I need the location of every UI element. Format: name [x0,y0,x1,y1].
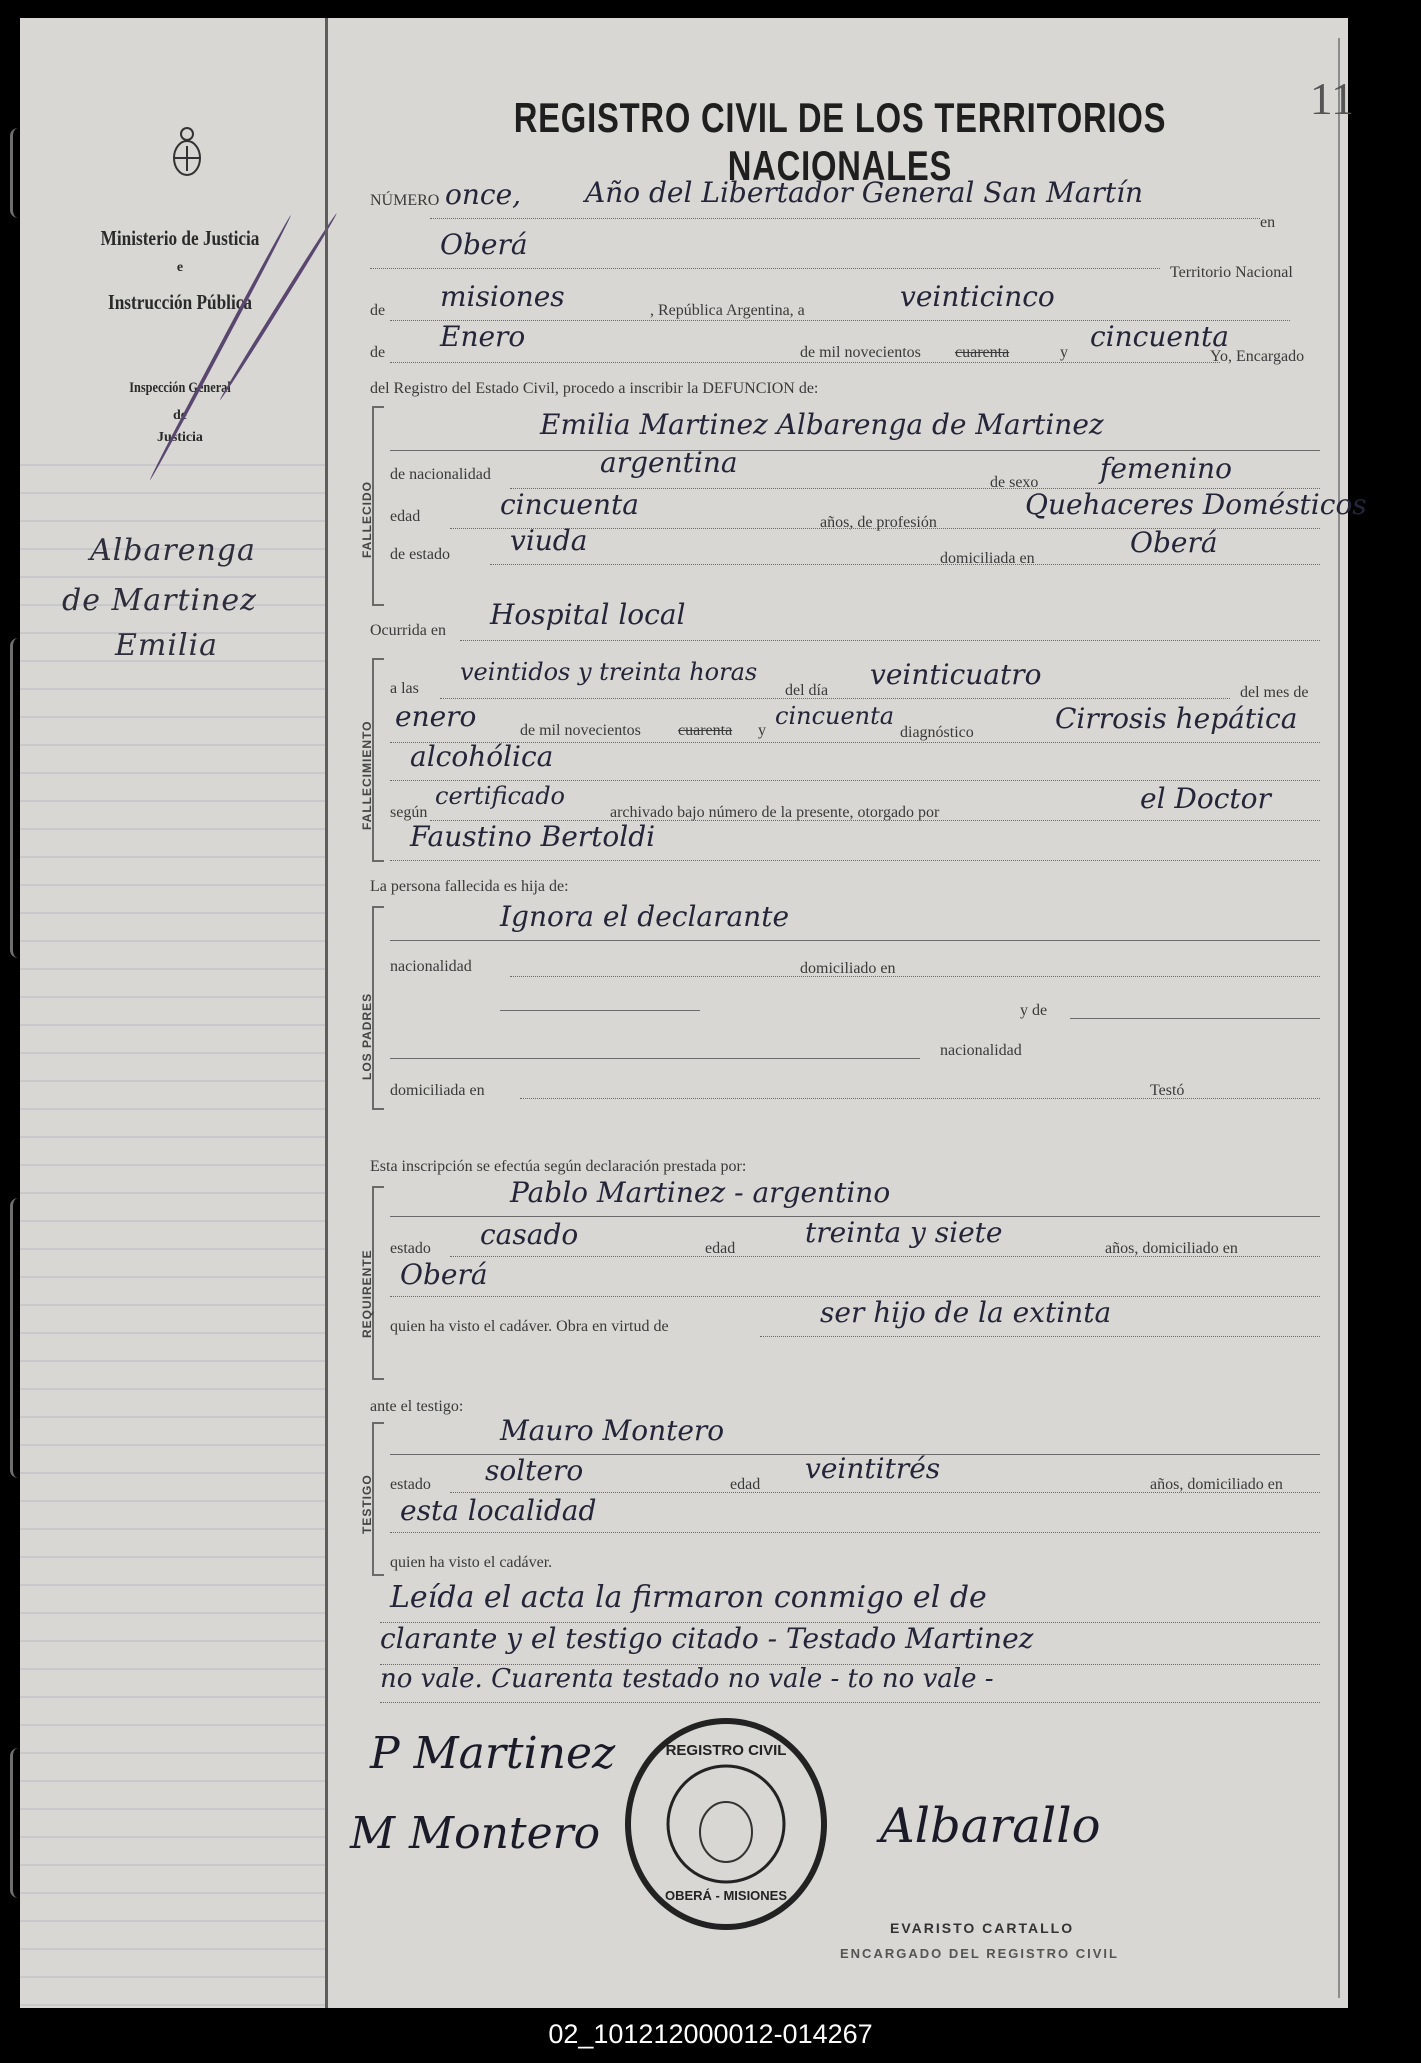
estado-label-requirente: estado [390,1240,431,1257]
persona-label: La persona fallecida es hija de: [370,878,569,895]
mil-novecientos-label-2: de mil novecientos [520,722,641,739]
edad-label-requirente: edad [705,1240,736,1257]
padres-value: Ignora el declarante [500,900,790,933]
edad-value-testigo: veintitrés [805,1452,941,1485]
nacionalidad-label: de nacionalidad [390,466,491,483]
officer-title: ENCARGADO DEL REGISTRO CIVIL [840,1946,1119,1961]
testo-label: Testó [1150,1082,1185,1099]
year-text: Año del Libertador General San Martín [585,176,1144,209]
fallecido-side-label: FALLECIDO [360,481,374,558]
y-label-2: y [758,722,766,739]
diagnostico-value-1: Cirrosis hepática [1055,702,1298,735]
requirente-value: Pablo Martinez - argentino [510,1176,891,1209]
de-label: de [370,302,386,319]
officer-name: EVARISTO CARTALLO [890,1920,1075,1936]
profesion-value: Quehaceres Domésticos [1025,488,1367,521]
estado-value-testigo: soltero [485,1454,584,1487]
coat-of-arms-icon [170,126,204,180]
cuarenta-label: cuarenta [955,344,1010,361]
republica-label: , República Argentina, a [650,302,805,319]
domicilio-value-requirente: Oberá [400,1258,488,1291]
archivado-label: archivado bajo número de la presente, otorgado por [610,804,940,821]
inspeccion-line-2: de [173,408,187,423]
death-record-form [350,18,1367,2008]
right-border [1338,38,1340,1998]
estado-value: viuda [510,524,588,557]
locality-value: Oberá [440,228,528,261]
left-margin [20,18,325,2008]
margin-name-note-1: Albarenga [90,533,256,568]
mil-novecientos-label: de mil novecientos [800,344,921,361]
dia-value: veinticuatro [870,658,1042,691]
page-title: REGISTRO CIVIL DE LOS TERRITORIOS NACIONALES [513,94,1167,189]
inspeccion-line-1: Inspección General [129,380,231,396]
field-line [370,268,1160,269]
year-word-value: cincuenta [1090,320,1229,353]
closing-line-3: no vale. Cuarenta testado no vale - to no vale - [380,1664,994,1694]
closing-line-1: Leída el acta la firmaron conmigo el de [390,1580,987,1615]
margin-divider [325,18,328,2008]
segun-value: certificado [435,782,566,810]
closing-line-2: clarante y el testigo citado - Testado Martinez [380,1622,1034,1655]
day-value: veinticinco [900,280,1055,313]
otorgado-value: el Doctor [1140,782,1271,815]
registro-line: del Registro del Estado Civil, procedo a inscribir la DEFUNCION de: [370,380,819,397]
image-caption: 02_101212000012-014267 [548,2019,873,2049]
edad-value-requirente: treinta y siete [805,1216,1003,1249]
field-line [390,940,1320,941]
field-line [460,640,1320,641]
domicilio-value: Oberá [1130,526,1218,559]
profesion-label: años, de profesión [820,514,937,531]
field-line [380,1702,1320,1703]
del-mes-label: del mes de [1240,684,1309,701]
edad-label: edad [390,508,421,525]
field-line [390,1532,1320,1533]
en-label: en [1260,214,1276,231]
y-de-label: y de [1020,1002,1048,1019]
inscripcion-label: Esta inscripción se efectúa según declaración prestada por: [370,1158,747,1175]
field-line [440,698,1230,699]
field-line [490,564,1320,565]
page-number: 11 [1309,73,1354,124]
requirente-side-label: REQUIRENTE [360,1249,374,1338]
encargado-label: Yo, Encargado [1210,348,1305,365]
quien-label-testigo: quien ha visto el cadáver. [390,1554,553,1571]
doctor-value: Faustino Bertoldi [410,820,656,853]
binding-stitch [10,1748,31,1898]
testigo-value: Mauro Montero [500,1414,725,1447]
official-stamp [625,1718,827,1930]
ocurrida-value: Hospital local [490,598,686,631]
padres-side-label: LOS PADRES [360,992,374,1080]
domiciliada-label: domiciliada en [940,550,1035,567]
ministerio-e: e [176,260,184,275]
stamp-bottom-text: OBERÁ - MISIONES [664,1888,788,1903]
nacionalidad-value: argentina [600,446,738,479]
estado-value-requirente: casado [480,1218,579,1251]
blank-dash [500,1010,700,1011]
document-page [20,18,1367,2008]
de-label-2: de [370,344,386,361]
cuarenta-label-2: cuarenta [678,722,733,739]
binding-stitch [10,1198,31,1478]
field-line [390,450,1320,451]
signature-declarant: P Martinez [370,1728,616,1779]
field-line [390,362,1220,363]
territory-value: misiones [440,280,565,313]
numero-label: NÚMERO [370,192,440,209]
testigo-intro-label: ante el testigo: [370,1398,464,1415]
edad-label-testigo: edad [730,1476,761,1493]
field-line [390,1058,920,1059]
testigo-side-label: TESTIGO [360,1474,374,1534]
virtud-value: ser hijo de la extinta [820,1296,1112,1329]
del-dia-label: del día [785,682,829,699]
diagnostico-value-2: alcohólica [410,740,554,773]
field-line [1070,1018,1320,1019]
hora-value: veintidos y treinta horas [460,658,758,686]
diagnostico-label: diagnóstico [900,724,974,741]
field-line [450,1492,1320,1493]
ministerio-line-1: Ministerio de Justicia [100,226,260,250]
field-line [390,860,1320,861]
mes-value: enero [395,700,477,733]
ocurrida-label: Ocurrida en [370,622,446,639]
domiciliado-label-requirente: años, domiciliado en [1105,1240,1238,1257]
deceased-name: Emilia Martinez Albarenga de Martinez [540,408,1104,441]
binding-stitch [10,128,31,218]
margin-name-note-2: de Martinez [62,583,257,618]
sexo-label: de sexo [990,474,1039,491]
territorio-label: Territorio Nacional [1170,264,1293,281]
field-line [760,1336,1320,1337]
domiciliada-label-madre: domiciliada en [390,1082,485,1099]
field-line [430,218,1260,219]
signature-witness: M Montero [350,1808,601,1859]
stamp-top-text: REGISTRO CIVIL [665,1742,787,1759]
nacionalidad-label-madre: nacionalidad [940,1042,1022,1059]
month-value: Enero [440,320,526,353]
domicilio-value-testigo: esta localidad [400,1494,597,1527]
ministerio-line-2: Instrucción Pública [107,290,252,314]
a-las-label: a las [390,680,419,697]
field-line [390,780,1320,781]
signature-officer: Albarallo [880,1798,1101,1854]
edad-value: cincuenta [500,488,639,521]
domiciliado-label-padre: domiciliado en [800,960,896,977]
field-line [450,1256,1320,1257]
nacionalidad-label-padre: nacionalidad [390,958,472,975]
domiciliado-label-testigo: años, domiciliado en [1150,1476,1283,1493]
inspeccion-line-3: Justicia [157,430,203,445]
binding-stitch [10,638,31,958]
field-line [510,976,1320,977]
quien-label-requirente: quien ha visto el cadáver. Obra en virtud de [390,1318,669,1335]
field-line [520,1098,1320,1099]
sexo-value: femenino [1100,452,1232,485]
estado-label-testigo: estado [390,1476,431,1493]
margin-name-note-3: Emilia [115,628,219,663]
anio-value-2: cincuenta [775,702,895,730]
y-label: y [1060,344,1068,361]
fallecimiento-side-label: FALLECIMIENTO [360,720,374,830]
estado-label: de estado [390,546,450,563]
numero-value: once, [445,178,522,211]
segun-label: según [390,804,428,821]
